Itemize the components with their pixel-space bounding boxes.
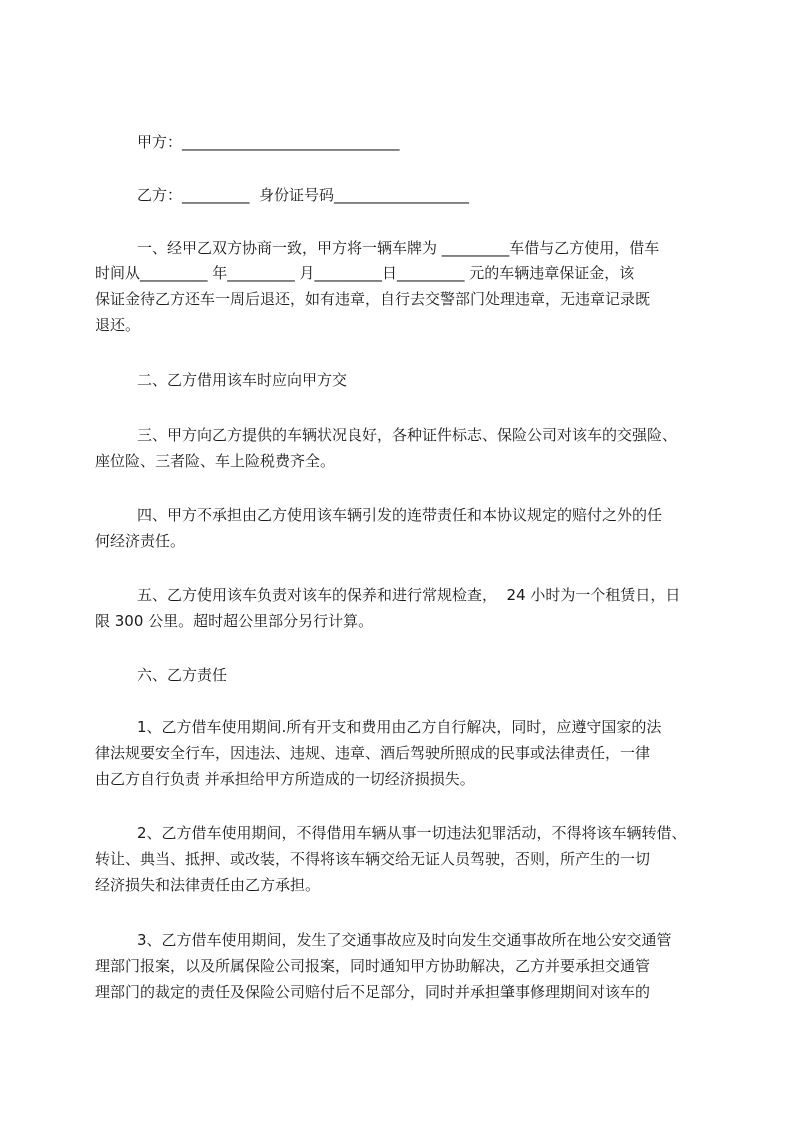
clause-6-2-line: 经济损失和法律责任由乙方承担。 — [95, 876, 321, 894]
clause-1-line: 保证金待乙方还车一周后退还，如有违章，自行去交警部门处理违章，无违章记录既 — [95, 290, 651, 308]
clause-2-line: 二、乙方借用该车时应向甲方交 — [137, 371, 348, 389]
clause-1-line: 退还。 — [95, 316, 141, 334]
clause-1-line: 一、经甲乙双方协商一致，甲方将一辆车牌为 _________车借与乙方使用，借车 — [137, 239, 660, 257]
clause-6-1-line: 律法规要安全行车，因违法、违规、违章、酒后驾驶所照成的民事或法律责任，一律 — [95, 744, 651, 762]
clause-5-line: 五、乙方使用该车负责对该车的保养和进行常规检查， 24 小时为一个租赁日，日 — [137, 586, 681, 604]
clause-6-3-line: 3、乙方借车使用期间，发生了交通事故应及时向发生交通事故所在地公安交通管 — [137, 931, 672, 949]
clause-6-3-line: 理部门报案，以及所属保险公司报案，同时通知甲方协助解决，乙方并要承担交通管 — [95, 957, 651, 975]
clause-1-line: 时间从_________ 年_________ 月_________日_________ 元的车辆违章保证金，该 — [95, 264, 635, 282]
clause-4-line: 何经济责任。 — [95, 532, 186, 550]
party-a-line: 甲方：_____________________________ — [137, 133, 400, 151]
clause-6-2-line: 转让、典当、抵押、或改装，不得将该车辆交给无证人员驾驶，否则，所产生的一切 — [95, 850, 651, 868]
clause-4-line: 四、甲方不承担由乙方使用该车辆引发的连带责任和本协议规定的赔付之外的任 — [137, 506, 663, 524]
clause-6-3-line: 理部门的裁定的责任及保险公司赔付后不足部分，同时并承担肇事修理期间对该车的 — [95, 983, 651, 1001]
clause-3-line: 座位险、三者险、车上险税费齐全。 — [95, 452, 336, 470]
party-b-line: 乙方：_________ 身份证号码__________________ — [137, 186, 470, 204]
clause-6-1-line: 1、乙方借车使用期间.所有开支和费用由乙方自行解决，同时，应遵守国家的法 — [137, 718, 662, 736]
clause-6-heading: 六、乙方责任 — [137, 666, 228, 684]
clause-5-line: 限 300 公里。超时超公里部分另行计算。 — [95, 612, 374, 630]
clause-3-line: 三、甲方向乙方提供的车辆状况良好，各种证件标志、保险公司对该车的交强险、 — [137, 426, 678, 444]
clause-6-2-line: 2、乙方借车使用期间，不得借用车辆从事一切违法犯罪活动，不得将该车辆转借、 — [137, 824, 687, 842]
clause-6-1-line: 由乙方自行负责 并承担给甲方所造成的一切经济损损失。 — [95, 770, 475, 788]
